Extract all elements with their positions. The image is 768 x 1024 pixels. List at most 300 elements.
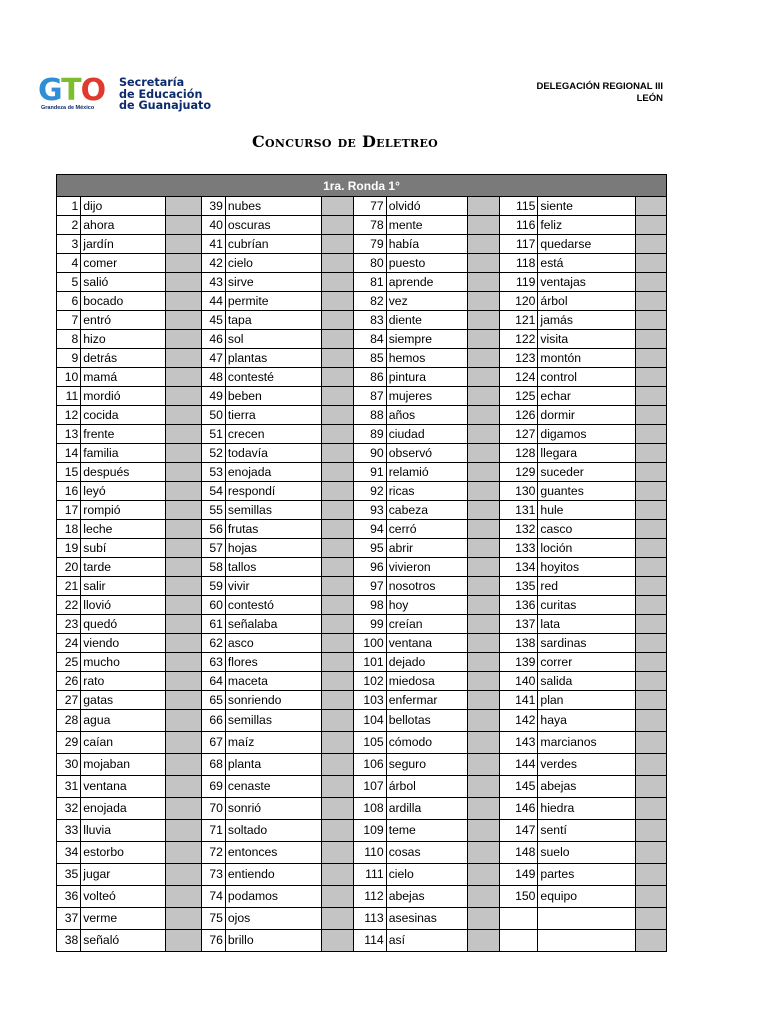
- score-box[interactable]: [321, 501, 353, 520]
- score-box[interactable]: [467, 463, 499, 482]
- word-cell: enfermar: [386, 691, 467, 710]
- score-box[interactable]: [321, 776, 353, 798]
- score-box[interactable]: [635, 406, 666, 425]
- word-cell: quedó: [81, 615, 166, 634]
- score-box[interactable]: [166, 615, 201, 634]
- score-box[interactable]: [321, 330, 353, 349]
- word-cell: seguro: [386, 754, 467, 776]
- score-box[interactable]: [166, 820, 201, 842]
- score-box[interactable]: [467, 710, 499, 732]
- word-number: 61: [201, 615, 225, 634]
- word-number: 135: [499, 577, 537, 596]
- score-box[interactable]: [321, 216, 353, 235]
- score-box[interactable]: [467, 311, 499, 330]
- score-box[interactable]: [635, 463, 666, 482]
- table-row: [57, 444, 667, 463]
- word-number: 124: [499, 368, 537, 387]
- word-number: 90: [354, 444, 386, 463]
- score-box[interactable]: [467, 864, 499, 886]
- word-number: 143: [499, 732, 537, 754]
- word-cell: equipo: [538, 886, 635, 908]
- score-box[interactable]: [635, 292, 666, 311]
- word-number: 51: [201, 425, 225, 444]
- word-cell: guantes: [538, 482, 635, 501]
- word-number: 96: [354, 558, 386, 577]
- score-box[interactable]: [166, 558, 201, 577]
- word-number: 120: [499, 292, 537, 311]
- word-number: 140: [499, 672, 537, 691]
- table-row: [57, 820, 667, 842]
- score-box[interactable]: [321, 425, 353, 444]
- word-cell: está: [538, 254, 635, 273]
- score-box[interactable]: [166, 754, 201, 776]
- word-cell: [538, 908, 635, 930]
- word-number: 74: [201, 886, 225, 908]
- table-row: [57, 577, 667, 596]
- table-row: [57, 216, 667, 235]
- score-box[interactable]: [166, 292, 201, 311]
- score-box[interactable]: [635, 444, 666, 463]
- score-box[interactable]: [321, 596, 353, 615]
- score-box[interactable]: [635, 197, 666, 216]
- word-number: 97: [354, 577, 386, 596]
- score-box[interactable]: [166, 732, 201, 754]
- score-box[interactable]: [166, 864, 201, 886]
- word-number: 133: [499, 539, 537, 558]
- score-box[interactable]: [635, 577, 666, 596]
- score-box[interactable]: [321, 292, 353, 311]
- word-number: 127: [499, 425, 537, 444]
- score-box[interactable]: [166, 254, 201, 273]
- table-row: [57, 292, 667, 311]
- word-number: 73: [201, 864, 225, 886]
- score-box[interactable]: [321, 615, 353, 634]
- score-box[interactable]: [635, 311, 666, 330]
- score-box[interactable]: [467, 425, 499, 444]
- score-box[interactable]: [467, 820, 499, 842]
- logo-tagline: Grandeza de México: [41, 105, 95, 111]
- word-number: 39: [201, 197, 225, 216]
- secretaria-name: Secretaría de Educación de Guanajuato: [119, 76, 212, 112]
- score-box[interactable]: [467, 842, 499, 864]
- score-box[interactable]: [321, 864, 353, 886]
- score-box[interactable]: [321, 368, 353, 387]
- score-box[interactable]: [635, 754, 666, 776]
- word-cell: años: [386, 406, 467, 425]
- score-box[interactable]: [321, 311, 353, 330]
- word-number: 1: [57, 197, 81, 216]
- word-cell: maíz: [225, 732, 321, 754]
- word-cell: todavía: [225, 444, 321, 463]
- word-number: 28: [57, 710, 81, 732]
- score-box[interactable]: [635, 349, 666, 368]
- score-box[interactable]: [635, 539, 666, 558]
- score-box[interactable]: [166, 387, 201, 406]
- word-cell: señaló: [81, 930, 166, 952]
- score-box[interactable]: [467, 930, 499, 952]
- score-box[interactable]: [467, 406, 499, 425]
- score-box[interactable]: [166, 444, 201, 463]
- word-cell: jamás: [538, 311, 635, 330]
- score-box[interactable]: [467, 254, 499, 273]
- score-box[interactable]: [635, 798, 666, 820]
- word-number: 10: [57, 368, 81, 387]
- word-number: 94: [354, 520, 386, 539]
- word-cell: hizo: [81, 330, 166, 349]
- table-row: [57, 930, 667, 952]
- score-box[interactable]: [467, 292, 499, 311]
- word-cell: ventana: [386, 634, 467, 653]
- word-cell: respondí: [225, 482, 321, 501]
- score-box[interactable]: [635, 330, 666, 349]
- word-cell: volteó: [81, 886, 166, 908]
- word-number: 69: [201, 776, 225, 798]
- score-box[interactable]: [635, 908, 666, 930]
- score-box[interactable]: [635, 820, 666, 842]
- word-number: 99: [354, 615, 386, 634]
- word-number: 25: [57, 653, 81, 672]
- score-box[interactable]: [467, 672, 499, 691]
- score-box[interactable]: [321, 349, 353, 368]
- word-cell: sentí: [538, 820, 635, 842]
- word-number: 20: [57, 558, 81, 577]
- score-box[interactable]: [467, 501, 499, 520]
- word-number: 11: [57, 387, 81, 406]
- word-number: 142: [499, 710, 537, 732]
- score-box[interactable]: [635, 776, 666, 798]
- word-cell: semillas: [225, 710, 321, 732]
- word-cell: subí: [81, 539, 166, 558]
- word-number: 4: [57, 254, 81, 273]
- score-box[interactable]: [321, 197, 353, 216]
- word-number: 147: [499, 820, 537, 842]
- score-box[interactable]: [166, 197, 201, 216]
- score-box[interactable]: [166, 798, 201, 820]
- score-box[interactable]: [321, 482, 353, 501]
- table-row: [57, 197, 667, 216]
- table-row: [57, 539, 667, 558]
- score-box[interactable]: [467, 634, 499, 653]
- score-box[interactable]: [166, 653, 201, 672]
- word-cell: cielo: [225, 254, 321, 273]
- score-box[interactable]: [166, 886, 201, 908]
- word-number: 108: [354, 798, 386, 820]
- word-number: 46: [201, 330, 225, 349]
- word-cell: planta: [225, 754, 321, 776]
- score-box[interactable]: [166, 273, 201, 292]
- score-box[interactable]: [635, 886, 666, 908]
- score-box[interactable]: [467, 273, 499, 292]
- score-box[interactable]: [166, 482, 201, 501]
- score-box[interactable]: [467, 349, 499, 368]
- score-box[interactable]: [321, 520, 353, 539]
- word-cell: nosotros: [386, 577, 467, 596]
- table-row: [57, 653, 667, 672]
- score-box[interactable]: [321, 254, 353, 273]
- score-box[interactable]: [321, 463, 353, 482]
- word-cell: suceder: [538, 463, 635, 482]
- score-box[interactable]: [166, 672, 201, 691]
- score-box[interactable]: [467, 539, 499, 558]
- word-number: 35: [57, 864, 81, 886]
- score-box[interactable]: [467, 482, 499, 501]
- score-box[interactable]: [635, 501, 666, 520]
- score-box[interactable]: [166, 908, 201, 930]
- score-box[interactable]: [467, 653, 499, 672]
- score-box[interactable]: [635, 596, 666, 615]
- score-box[interactable]: [467, 691, 499, 710]
- word-cell: agua: [81, 710, 166, 732]
- word-cell: comer: [81, 254, 166, 273]
- word-cell: bellotas: [386, 710, 467, 732]
- word-number: 45: [201, 311, 225, 330]
- table-row: [57, 558, 667, 577]
- word-number: 54: [201, 482, 225, 501]
- score-box[interactable]: [321, 444, 353, 463]
- score-box[interactable]: [635, 425, 666, 444]
- word-cell: mujeres: [386, 387, 467, 406]
- score-box[interactable]: [166, 216, 201, 235]
- word-cell: relamió: [386, 463, 467, 482]
- word-number: 66: [201, 710, 225, 732]
- score-box[interactable]: [321, 387, 353, 406]
- score-box[interactable]: [166, 520, 201, 539]
- score-box[interactable]: [166, 406, 201, 425]
- word-number: 88: [354, 406, 386, 425]
- word-cell: contestó: [225, 596, 321, 615]
- score-box[interactable]: [635, 235, 666, 254]
- word-number: 79: [354, 235, 386, 254]
- word-cell: tierra: [225, 406, 321, 425]
- score-box[interactable]: [467, 596, 499, 615]
- word-cell: echar: [538, 387, 635, 406]
- word-cell: vivir: [225, 577, 321, 596]
- score-box[interactable]: [321, 653, 353, 672]
- word-number: 136: [499, 596, 537, 615]
- word-cell: llovió: [81, 596, 166, 615]
- word-cell: ahora: [81, 216, 166, 235]
- score-box[interactable]: [635, 653, 666, 672]
- table-row: [57, 776, 667, 798]
- word-number: 24: [57, 634, 81, 653]
- round-heading: 1ra. Ronda 1°: [57, 175, 667, 197]
- score-box[interactable]: [166, 501, 201, 520]
- table-row: [57, 691, 667, 710]
- word-table: [56, 174, 667, 952]
- score-box[interactable]: [467, 577, 499, 596]
- word-cell: hule: [538, 501, 635, 520]
- score-box[interactable]: [635, 558, 666, 577]
- word-number: 31: [57, 776, 81, 798]
- score-box[interactable]: [467, 558, 499, 577]
- word-number: 44: [201, 292, 225, 311]
- word-cell: mucho: [81, 653, 166, 672]
- word-cell: abejas: [538, 776, 635, 798]
- word-cell: hemos: [386, 349, 467, 368]
- word-number: 139: [499, 653, 537, 672]
- score-box[interactable]: [166, 930, 201, 952]
- word-number: 48: [201, 368, 225, 387]
- score-box[interactable]: [635, 864, 666, 886]
- score-box[interactable]: [321, 754, 353, 776]
- word-cell: hojas: [225, 539, 321, 558]
- word-cell: semillas: [225, 501, 321, 520]
- word-cell: cerró: [386, 520, 467, 539]
- score-box[interactable]: [467, 908, 499, 930]
- word-cell: creían: [386, 615, 467, 634]
- word-number: 131: [499, 501, 537, 520]
- word-cell: salir: [81, 577, 166, 596]
- word-number: 56: [201, 520, 225, 539]
- score-box[interactable]: [166, 349, 201, 368]
- score-box[interactable]: [321, 672, 353, 691]
- score-box[interactable]: [635, 710, 666, 732]
- score-box[interactable]: [321, 558, 353, 577]
- word-number: 149: [499, 864, 537, 886]
- word-number: [499, 930, 537, 952]
- score-box[interactable]: [467, 444, 499, 463]
- score-box[interactable]: [321, 273, 353, 292]
- score-box[interactable]: [635, 732, 666, 754]
- word-number: 93: [354, 501, 386, 520]
- word-number: 137: [499, 615, 537, 634]
- score-box[interactable]: [166, 539, 201, 558]
- word-cell: soltado: [225, 820, 321, 842]
- score-box[interactable]: [321, 798, 353, 820]
- score-box[interactable]: [321, 691, 353, 710]
- score-box[interactable]: [467, 235, 499, 254]
- word-number: 21: [57, 577, 81, 596]
- score-box[interactable]: [467, 886, 499, 908]
- score-box[interactable]: [635, 634, 666, 653]
- word-number: 98: [354, 596, 386, 615]
- word-number: [499, 908, 537, 930]
- score-box[interactable]: [635, 615, 666, 634]
- score-box[interactable]: [166, 776, 201, 798]
- word-cell: enojada: [225, 463, 321, 482]
- word-number: 87: [354, 387, 386, 406]
- score-box[interactable]: [635, 368, 666, 387]
- word-cell: dejado: [386, 653, 467, 672]
- score-box[interactable]: [321, 577, 353, 596]
- word-cell: abrir: [386, 539, 467, 558]
- score-box[interactable]: [321, 539, 353, 558]
- table-row: [57, 501, 667, 520]
- score-box[interactable]: [321, 842, 353, 864]
- score-box[interactable]: [635, 842, 666, 864]
- word-number: 27: [57, 691, 81, 710]
- score-box[interactable]: [166, 368, 201, 387]
- score-box[interactable]: [166, 596, 201, 615]
- score-box[interactable]: [635, 216, 666, 235]
- score-box[interactable]: [467, 330, 499, 349]
- word-cell: detrás: [81, 349, 166, 368]
- word-cell: miedosa: [386, 672, 467, 691]
- word-cell: flores: [225, 653, 321, 672]
- word-number: 123: [499, 349, 537, 368]
- word-cell: vivieron: [386, 558, 467, 577]
- score-box[interactable]: [166, 235, 201, 254]
- score-box[interactable]: [166, 577, 201, 596]
- score-box[interactable]: [635, 254, 666, 273]
- score-box[interactable]: [635, 691, 666, 710]
- score-box[interactable]: [467, 520, 499, 539]
- score-box[interactable]: [467, 798, 499, 820]
- word-cell: entró: [81, 311, 166, 330]
- score-box[interactable]: [321, 732, 353, 754]
- word-cell: familia: [81, 444, 166, 463]
- score-box[interactable]: [467, 754, 499, 776]
- word-cell: siente: [538, 197, 635, 216]
- score-box[interactable]: [635, 930, 666, 952]
- score-box[interactable]: [635, 273, 666, 292]
- word-cell: sonrió: [225, 798, 321, 820]
- score-box[interactable]: [321, 406, 353, 425]
- word-cell: lata: [538, 615, 635, 634]
- score-box[interactable]: [166, 691, 201, 710]
- word-cell: dormir: [538, 406, 635, 425]
- word-number: 62: [201, 634, 225, 653]
- score-box[interactable]: [321, 886, 353, 908]
- word-cell: mordió: [81, 387, 166, 406]
- word-cell: hiedra: [538, 798, 635, 820]
- word-cell: cosas: [386, 842, 467, 864]
- word-cell: cenaste: [225, 776, 321, 798]
- score-box[interactable]: [166, 634, 201, 653]
- word-cell: leche: [81, 520, 166, 539]
- score-box[interactable]: [467, 216, 499, 235]
- score-box[interactable]: [166, 330, 201, 349]
- score-box[interactable]: [635, 672, 666, 691]
- score-box[interactable]: [321, 908, 353, 930]
- score-box[interactable]: [635, 387, 666, 406]
- word-cell: podamos: [225, 886, 321, 908]
- score-box[interactable]: [467, 197, 499, 216]
- score-box[interactable]: [321, 930, 353, 952]
- word-number: 26: [57, 672, 81, 691]
- word-number: 138: [499, 634, 537, 653]
- score-box[interactable]: [635, 482, 666, 501]
- score-box[interactable]: [467, 615, 499, 634]
- score-box[interactable]: [321, 235, 353, 254]
- score-box[interactable]: [321, 820, 353, 842]
- delegation-label: DELEGACIÓN REGIONAL III LEÓN: [536, 81, 663, 104]
- word-number: 15: [57, 463, 81, 482]
- score-box[interactable]: [467, 732, 499, 754]
- word-cell: ventajas: [538, 273, 635, 292]
- score-box[interactable]: [467, 387, 499, 406]
- score-box[interactable]: [166, 710, 201, 732]
- word-number: 76: [201, 930, 225, 952]
- score-box[interactable]: [467, 368, 499, 387]
- word-number: 71: [201, 820, 225, 842]
- word-number: 128: [499, 444, 537, 463]
- table-row: [57, 273, 667, 292]
- word-cell: cielo: [386, 864, 467, 886]
- score-box[interactable]: [166, 463, 201, 482]
- word-cell: oscuras: [225, 216, 321, 235]
- word-cell: asco: [225, 634, 321, 653]
- score-box[interactable]: [467, 776, 499, 798]
- score-box[interactable]: [166, 842, 201, 864]
- score-box[interactable]: [321, 634, 353, 653]
- table-row: [57, 387, 667, 406]
- score-box[interactable]: [166, 425, 201, 444]
- score-box[interactable]: [635, 520, 666, 539]
- score-box[interactable]: [321, 710, 353, 732]
- word-cell: sirve: [225, 273, 321, 292]
- score-box[interactable]: [166, 311, 201, 330]
